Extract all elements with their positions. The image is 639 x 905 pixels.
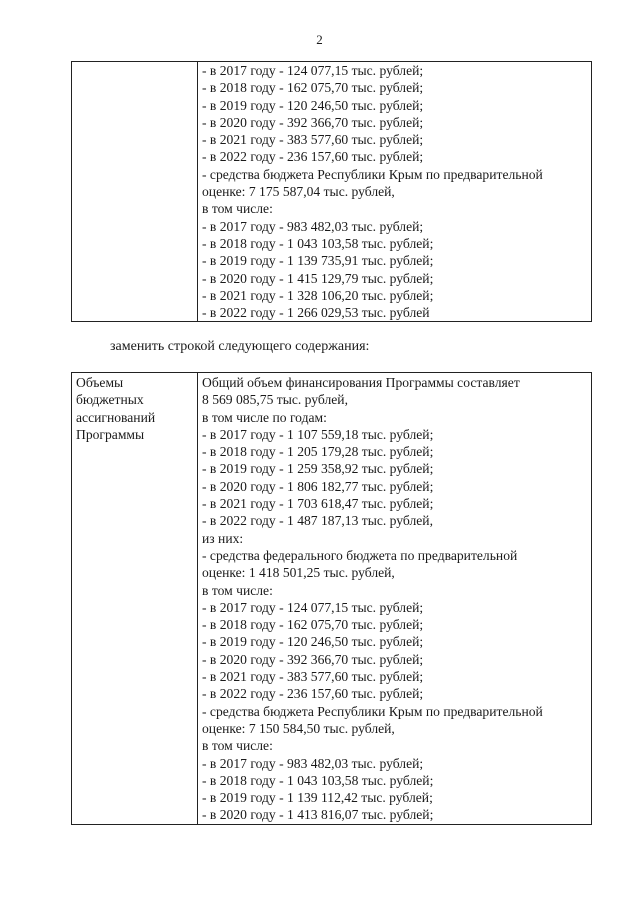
- text-line: - в 2019 году - 120 246,50 тыс. рублей;: [202, 97, 424, 113]
- row-label-cell: [72, 62, 198, 322]
- instruction-text: заменить строкой следующего содержания:: [110, 339, 370, 354]
- text-line: - в 2022 году - 236 157,60 тыс. рублей;: [202, 149, 424, 165]
- text-line: из них:: [202, 530, 244, 546]
- table-row: [72, 62, 592, 322]
- text-line: - в 2022 году - 236 157,60 тыс. рублей;: [202, 686, 424, 702]
- text-line: - в 2018 году - 162 075,70 тыс. рублей;: [202, 80, 424, 96]
- content-lines: [202, 374, 588, 824]
- text-line: - в 2017 году - 124 077,15 тыс. рублей;: [202, 63, 424, 78]
- text-line: оценке: 7 150 584,50 тыс. рублей,: [202, 720, 395, 736]
- text-line: - в 2021 году - 1 328 106,20 тыс. рублей;: [202, 287, 434, 303]
- text-line: - в 2020 году - 1 806 182,77 тыс. рублей;: [202, 478, 434, 494]
- row-content-cell: [198, 373, 592, 825]
- text-line: - средства бюджета Республики Крым по предварительной: [202, 703, 543, 719]
- budget-table-new-row: [71, 372, 592, 825]
- text-line: бюджетных: [76, 392, 144, 408]
- text-line: - в 2020 году - 392 366,70 тыс. рублей;: [202, 114, 424, 130]
- text-line: 8 569 085,75 тыс. рублей,: [202, 392, 348, 408]
- text-line: Объемы: [76, 375, 124, 390]
- content-lines: [202, 62, 588, 321]
- row-content-cell: [198, 62, 592, 322]
- text-line: - в 2018 году - 1 205 179,28 тыс. рублей;: [202, 444, 434, 460]
- text-line: Общий объем финансирования Программы составляет: [202, 375, 520, 390]
- text-line: в том числе:: [202, 201, 273, 217]
- text-line: - в 2021 году - 383 577,60 тыс. рублей;: [202, 669, 424, 685]
- text-line: - в 2018 году - 1 043 103,58 тыс. рублей;: [202, 235, 434, 251]
- page-number: 2: [316, 32, 323, 47]
- text-line: - в 2020 году - 1 415 129,79 тыс. рублей;: [202, 270, 434, 286]
- text-line: - в 2017 году - 983 482,03 тыс. рублей;: [202, 755, 424, 771]
- text-line: - в 2019 году - 1 259 358,92 тыс. рублей;: [202, 461, 434, 477]
- text-line: - в 2022 году - 1 266 029,53 тыс. рублей: [202, 305, 430, 321]
- text-line: - в 2020 году - 392 366,70 тыс. рублей;: [202, 651, 424, 667]
- text-line: - в 2022 году - 1 487 187,13 тыс. рублей,: [202, 513, 433, 529]
- text-line: - в 2019 году - 1 139 112,42 тыс. рублей;: [202, 790, 433, 806]
- text-line: - в 2019 году - 120 246,50 тыс. рублей;: [202, 634, 424, 650]
- text-line: - в 2017 году - 124 077,15 тыс. рублей;: [202, 599, 424, 615]
- text-line: ассигнований: [76, 409, 156, 425]
- budget-table-old-row: [71, 61, 592, 322]
- text-line: Программы: [76, 426, 145, 442]
- text-line: - в 2017 году - 1 107 559,18 тыс. рублей;: [202, 426, 434, 442]
- text-line: оценке: 1 418 501,25 тыс. рублей,: [202, 565, 395, 581]
- text-line: - в 2019 году - 1 139 735,91 тыс. рублей;: [202, 253, 434, 269]
- text-line: - в 2021 году - 383 577,60 тыс. рублей;: [202, 132, 424, 148]
- text-line: оценке: 7 175 587,04 тыс. рублей,: [202, 184, 395, 200]
- text-line: - средства бюджета Республики Крым по предварительной: [202, 166, 543, 182]
- text-line: в том числе по годам:: [202, 409, 327, 425]
- text-line: - в 2021 году - 1 703 618,47 тыс. рублей;: [202, 496, 434, 512]
- row-label-cell: [72, 373, 198, 825]
- text-line: в том числе:: [202, 582, 273, 598]
- text-line: - в 2020 году - 1 413 816,07 тыс. рублей;: [202, 807, 434, 823]
- table-row: [72, 373, 592, 825]
- text-line: - в 2018 году - 1 043 103,58 тыс. рублей;: [202, 772, 434, 788]
- text-line: - средства федерального бюджета по предварительной: [202, 547, 518, 563]
- text-line: в том числе:: [202, 738, 273, 754]
- text-line: - в 2018 году - 162 075,70 тыс. рублей;: [202, 617, 424, 633]
- text-line: - в 2017 году - 983 482,03 тыс. рублей;: [202, 218, 424, 234]
- label-lines: [76, 374, 194, 443]
